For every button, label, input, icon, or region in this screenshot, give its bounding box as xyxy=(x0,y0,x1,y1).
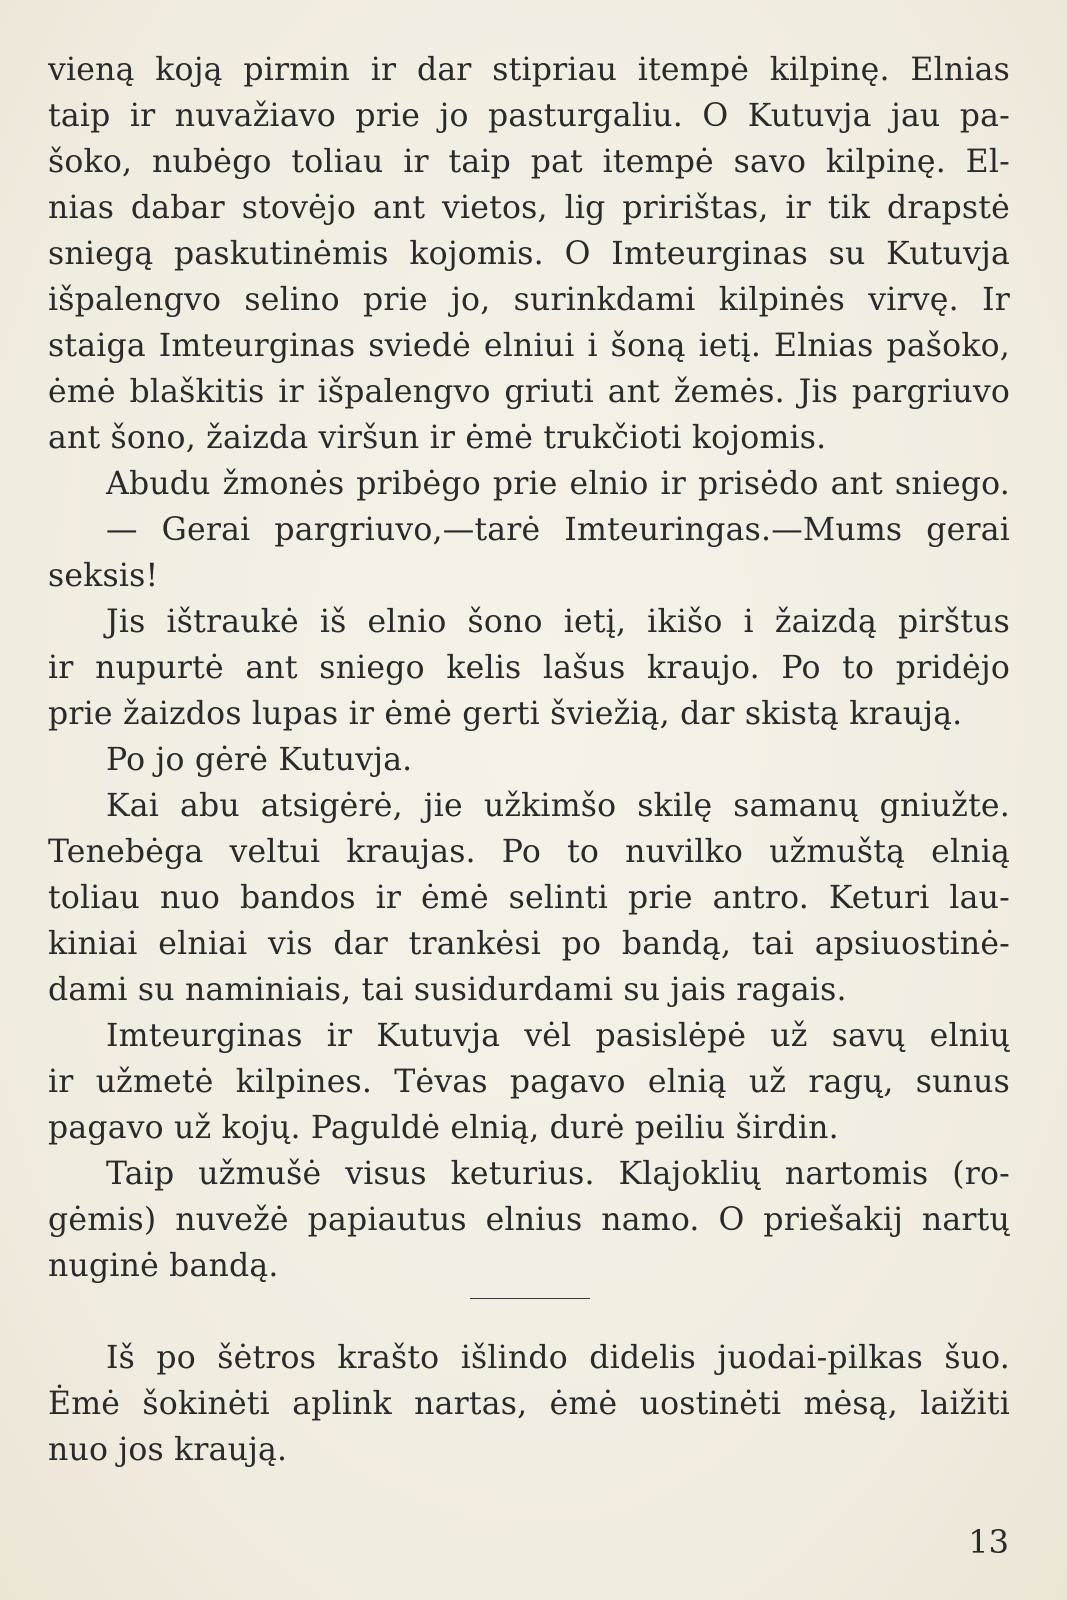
text-line: ir nupurtė ant sniego kelis lašus kraujo. Po to pridėjo xyxy=(48,650,1010,686)
text-line: seksis! xyxy=(48,558,159,594)
text-line: Taip užmušė visus keturius. Klajoklių nartomis (ro- xyxy=(106,1156,1010,1192)
text-line: sniegą paskutinėmis kojomis. O Imteurginas su Kutuvja xyxy=(48,236,1010,272)
page-number: 13 xyxy=(968,1523,1009,1561)
text-line: gėmis) nuvežė papiautus elnius namo. O priešakij nartų xyxy=(48,1202,1010,1238)
text-line: vieną koją pirmin ir dar stipriau itempė kilpinę. Elnias xyxy=(48,52,1010,88)
text-line: nias dabar stovėjo ant vietos, lig pririštas, ir tik drapstė xyxy=(48,190,1010,226)
text-line: Iš po šėtros krašto išlindo didelis juodai-pilkas šuo. xyxy=(106,1340,1010,1376)
text-line: toliau nuo bandos ir ėmė selinti prie antro. Keturi lau- xyxy=(48,880,1010,916)
section-divider xyxy=(470,1298,590,1299)
text-line: šoko, nubėgo toliau ir taip pat itempė savo kilpinę. El- xyxy=(48,144,1010,180)
text-line: Ėmė šokinėti aplink nartas, ėmė uostinėti mėsą, laižiti xyxy=(48,1386,1010,1422)
text-line: Abudu žmonės pribėgo prie elnio ir prisėdo ant sniego. xyxy=(106,466,1010,502)
text-line: Imteurginas ir Kutuvja vėl pasislėpė už savų elnių xyxy=(106,1018,1010,1054)
text-line: dami su naminiais, tai susidurdami su jais ragais. xyxy=(48,972,847,1008)
text-line: Po jo gėrė Kutuvja. xyxy=(106,742,413,778)
closing-text-block xyxy=(48,1335,1010,1473)
text-line: ir užmetė kilpines. Tėvas pagavo elnią už ragų, sunus xyxy=(48,1064,1010,1100)
text-line: Jis ištraukė iš elnio šono ietį, ikišo i žaizdą pirštus xyxy=(106,604,1010,640)
text-line: ėmė blaškitis ir išpalengvo griuti ant žemės. Jis pargriuvo xyxy=(48,374,1010,410)
text-line: prie žaizdos lupas ir ėmė gerti šviežią, dar skistą kraują. xyxy=(48,696,963,732)
main-text-block xyxy=(48,47,1010,1289)
text-line: staiga Imteurginas sviedė elniui i šoną ietį. Elnias pašoko, xyxy=(48,328,1010,364)
text-line: nuginė bandą. xyxy=(48,1248,279,1284)
text-line: pagavo už kojų. Paguldė elnią, durė peiliu širdin. xyxy=(48,1110,839,1146)
text-line: taip ir nuvažiavo prie jo pasturgaliu. O Kutuvja jau pa- xyxy=(48,98,1010,134)
text-line: Kai abu atsigėrė, jie užkimšo skilę samanų gniužte. xyxy=(106,788,1010,824)
text-line: — Gerai pargriuvo,—tarė Imteuringas.—Mums gerai xyxy=(106,512,1010,548)
text-line: nuo jos kraują. xyxy=(48,1432,288,1468)
text-line: išpalengvo selino prie jo, surinkdami kilpinės virvę. Ir xyxy=(48,282,1010,318)
text-line: ant šono, žaizda viršun ir ėmė trukčioti kojomis. xyxy=(48,420,827,456)
text-line: kiniai elniai vis dar trankėsi po bandą, tai apsiuostinė- xyxy=(48,926,1010,962)
text-line: Tenebėga veltui kraujas. Po to nuvilko užmuštą elnią xyxy=(48,834,1010,870)
